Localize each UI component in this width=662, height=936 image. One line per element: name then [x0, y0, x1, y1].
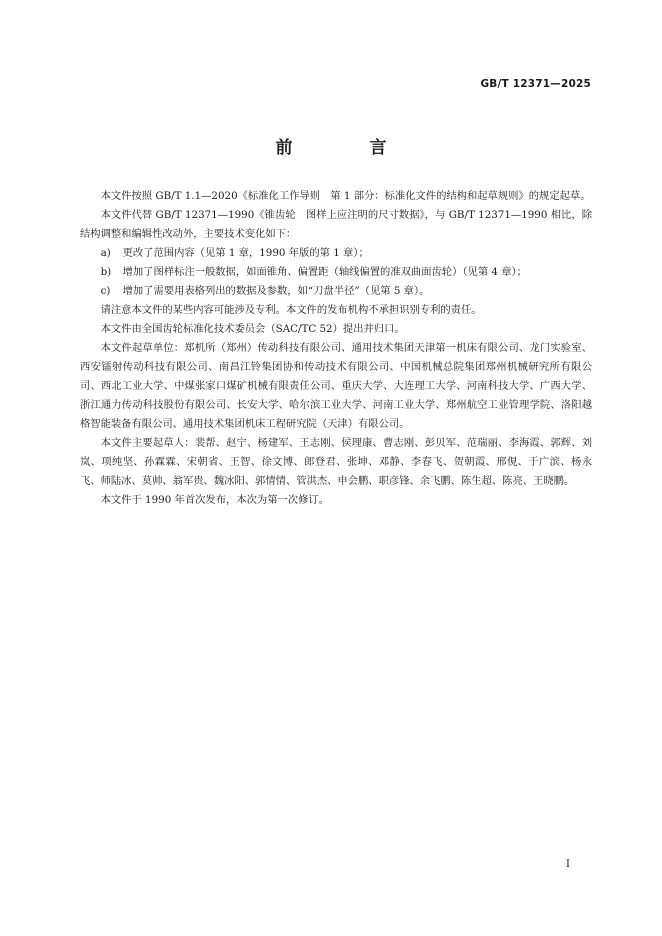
change-item: [80, 263, 592, 282]
paragraph-patent-notice: 请注意本文件的某些内容可能涉及专利。本文件的发布机构不承担识别专利的责任。: [100, 304, 482, 316]
paragraph-replacement: 本文件代替 GB/T 12371—1990《锥齿轮 图样上应注明的尺寸数据》，与 GB/T 12371—1990 相比，除结构调整和编辑性改动外，主要技术变化如下：: [80, 209, 592, 240]
change-item: [80, 244, 592, 263]
change-item-mark: b): [100, 266, 112, 278]
change-item-text: 增加了图样标注一般数据，如面锥角、偏置距（轴线偏置的准双曲面齿轮）（见第 4 章）；: [122, 266, 527, 278]
page-title: 前 言: [275, 138, 417, 158]
change-item-text: 增加了需要用表格列出的数据及参数，如“刀盘半径”（见第 5 章）。: [122, 285, 430, 297]
paragraph-drafters: 本文件主要起草人：裴帮、赵宁、杨建军、王志刚、侯理康、曹志刚、彭贝军、范瑞丽、李海霞、郭辉、刘岚、项纯坚、孙霖霖、宋朝省、王智、徐文博、郎登君、张坤、邓静、李春飞、贺朝霞、邢俔、于广滨、杨永飞、师陆冰、莫帅、翁军贵、魏冰阳、郭情情、管洪杰、申会鹏、职彦锋、余飞鹏、陈生超、陈亮、王晓鹏。: [80, 437, 592, 487]
paragraph-proposer: 本文件由全国齿轮标准化技术委员会（SAC/TC 52）提出并归口。: [100, 323, 405, 335]
paragraph-publication-history: 本文件于 1990 年首次发布，本次为第一次修订。: [100, 494, 329, 506]
change-item-text: 更改了范围内容（见第 1 章，1990 年版的第 1 章）；: [122, 247, 369, 259]
change-item-mark: c): [100, 285, 111, 297]
change-item-mark: a): [100, 247, 111, 259]
paragraph-drafting-units: 本文件起草单位：郑机所（郑州）传动科技有限公司、通用技术集团天津第一机床有限公司、龙门实验室、西安镭射传动科技有限公司、南昌江铃集团协和传动技术有限公司、中国机械总院集团郑州机械研究所有限公司、西北工业大学、中煤张家口煤矿机械有限责任公司、重庆大学、大连理工大学、河南科技大学、广西大学、浙江通力传动科技股份有限公司、长安大学、哈尔滨工业大学、河南工业大学、郑州航空工业管理学院、洛阳越格智能装备有限公司、通用技术集团机床工程研究院（天津）有限公司。: [80, 342, 592, 430]
standard-code: GB/T 12371—2025: [480, 78, 591, 90]
page-number: I: [565, 858, 570, 870]
change-item: [80, 282, 592, 301]
foreword-body: [80, 187, 592, 510]
paragraph-drafting-rules: 本文件按照 GB/T 1.1—2020《标准化工作导则 第 1 部分：标准化文件的结构和起草规则》的规定起草。: [100, 190, 591, 202]
